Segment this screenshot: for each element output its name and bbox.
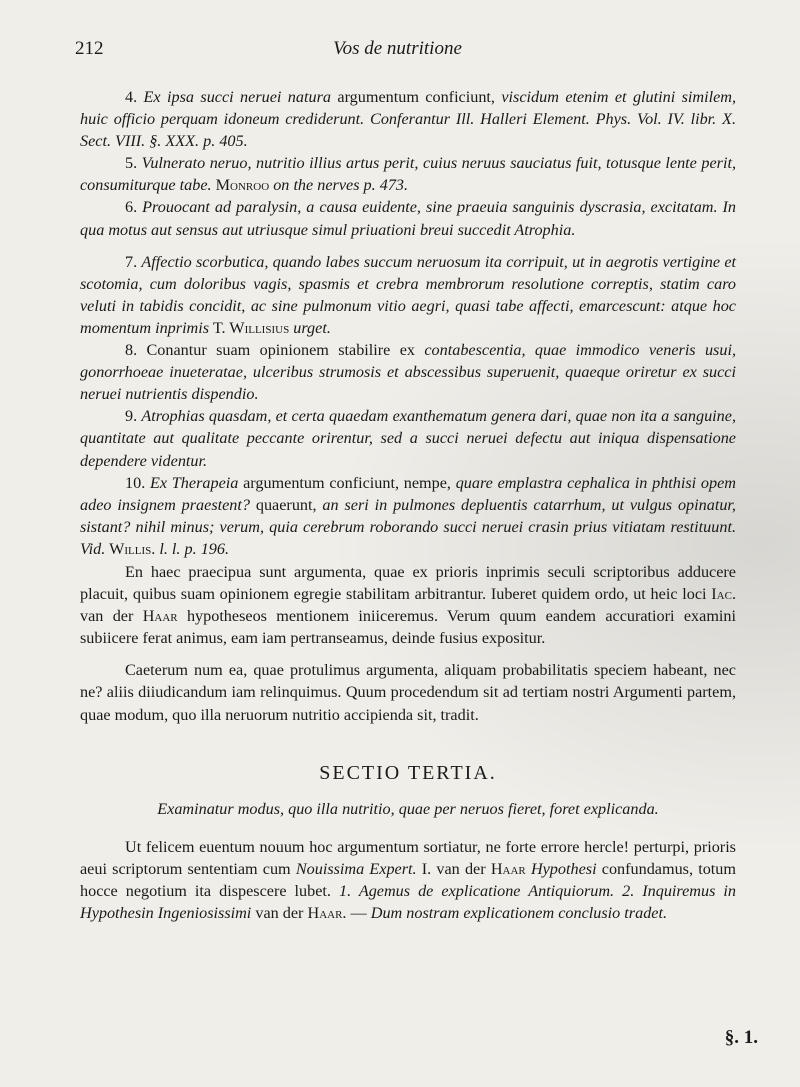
page-header — [75, 38, 760, 66]
body-text — [80, 86, 736, 924]
paragraph-section-intro: Ut felicem euentum nouum hoc argumentum sortiatur, ne forte errore hercle! perturpi, prioris aeui scriptorum sententiam cum Nouissima Expert. I. van der Haar Hypothesi confundamus, totum hocce negotium ita dispescere lubet. 1. Agemus de explicatione Antiquiorum. 2. Inquiremus in Hypothesin Ingeniosissimi van der Haar. — Dum nostram explicationem conclusio tradet. — [80, 837, 736, 923]
catchword: §. 1. — [724, 1027, 758, 1048]
argument-item-8: 8. Conantur suam opinionem stabilire ex contabescentia, quae immodico veneris usui, gonorrhoeae inueteratae, ulceribus strumosis et abscessibus superuenit, quaeque oriretur ex succi neruei nutrientis dispendio. — [80, 341, 736, 404]
paragraph-summary: En haec praecipua sunt argumenta, quae ex prioris inprimis seculi scriptoribus adducere placuit, quibus suam opinionem egregie stabilitam arbitrantur. Iuberet quidem ordo, ut heic loci Iac. van der Haar hypotheseos mentionem iniiceremus. Verum quum eandem accuratiori examini subiicere ferat animus, eam iam pertranseamus, deinde fusius expositur. — [80, 562, 736, 648]
argument-item-6: 6. Prouocant ad paralysin, a causa euidente, sine praeuia sanguinis dyscrasia, excitatam. In qua motus aut sensus aut utriusque simul priuationi breui succedit Atrophia. — [80, 198, 737, 239]
paragraph-transition: Caeterum num ea, quae protulimus argumenta, aliquam probabilitatis speciem habeant, nec ne? aliis diiudicandum iam relinquimus. Quum procedendum sit ad tertiam nostri Argumenti partem, quae modum, quo illa neruorum nutritio accipienda sit, tradit. — [80, 661, 736, 724]
page-number: 212 — [75, 38, 104, 59]
argument-item-10: 10. Ex Therapeia argumentum conficiunt, nempe, quare emplastra cephalica in phthisi opem adeo insignem praestent? quaerunt, an seri in pulmones depluentis catarrhum, ut vulgus opinatur, sistant? nihil minus; verum, quia cerebrum roborando succi neruei crasin prius vitiatam restituunt. Vid. Willis. l. l. p. 196. — [80, 473, 736, 558]
section-subtitle: Examinatur modus, quo illa nutritio, quae per neruos fieret, foret explicanda. — [157, 799, 659, 818]
running-title: Vos de nutritione — [333, 38, 462, 59]
argument-item-4: 4. Ex ipsa succi neruei natura argumentum conficiunt, viscidum etenim et glutini similem, huic officio perquam idoneum crediderunt. Conferantur Ill. Halleri Element. Phys. Vol. IV. libr. X. Sect. VIII. §. XXX. p. 405. — [80, 88, 737, 151]
argument-item-9: 9. Atrophias quasdam, et certa quaedam exanthematum genera dari, quae non ita a sanguine, quantitate aut qualitate peccante orirentur, sed a succi neruei defectu aut iniqua dispensatione dependere videntur. — [80, 407, 736, 470]
argument-item-5: 5. Vulnerato neruo, nutritio illius artus perit, cuius neruus sauciatus fuit, totusque lente perit, consumiturque tabe. Monroo on the nerves p. 473. — [80, 154, 736, 195]
argument-item-7: 7. Affectio scorbutica, quando labes succum neruosum ita corripuit, ut in aegrotis vertigine et scotomia, cum doloribus vagis, spasmis et crebra membrorum resolutione correptis, statim caro veluti in tabidis concidit, ac sine pulmonum vitio aegri, quasi tabe affecti, emarcescunt: atque hoc momentum inprimis T. Willisius urget. — [80, 252, 736, 337]
section-heading: SECTIO TERTIA. — [319, 761, 497, 784]
